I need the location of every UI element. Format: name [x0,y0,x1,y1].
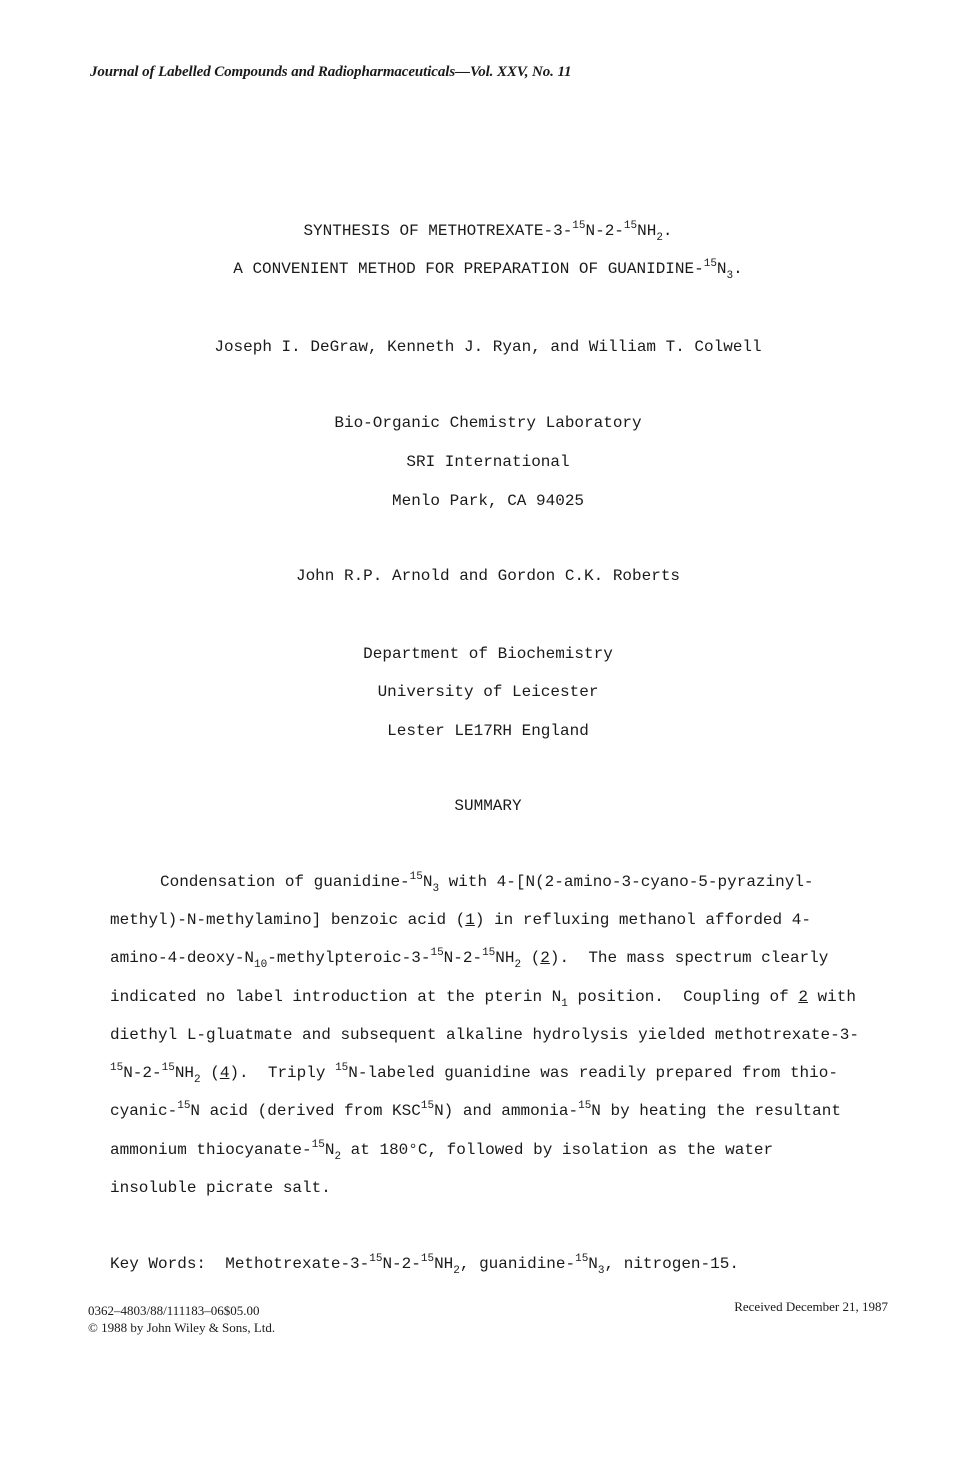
affiliation-1-line-1: Bio-Organic Chemistry Laboratory [334,414,642,432]
title-line-2: A CONVENIENT METHOD FOR PREPARATION OF GUANIDINE-$^{15}N_3$. [233,258,743,282]
summary-line-3: amino-$4-deoxy-N_{10}-methylpteroic-3-^{15}N-2-^{15}NH_2$ (2). The mass spectrum clearly [110,947,829,971]
summary-line-8: ammonium thiocyanate-$^{15}N_2$ at 180°C, followed by isolation as the water [110,1139,774,1163]
affiliation-2-line-2: University of Leicester [377,683,599,701]
authors-group-1: Joseph I. DeGraw, Kenneth J. Ryan, and William T. Colwell [214,338,762,356]
authors-group-2: John R.P. Arnold and Gordon C.K. Roberts [295,567,681,585]
title-line-1: SYNTHESIS OF METHOTREXATE-$3-^{15}N-2-^{15}NH_2$. [303,220,673,244]
affiliation-1-line-3: Menlo Park, CA 94025 [391,492,585,510]
footer-copyright: © 1988 by John Wiley & Sons, Ltd. [88,1320,276,1335]
summary-heading: SUMMARY [454,797,522,815]
footer-received-date: Received December 21, 1987 [734,1299,888,1314]
affiliation-2-line-1: Department of Biochemistry [363,645,613,663]
summary-line-4: indicated no label introduction at the pterin $N_1$ position. Coupling of 2 with [110,988,856,1010]
affiliation-1-line-2: SRI International [406,453,570,471]
key-words: Key Words: Methotrexate-$3-^{15}N-2-^{15}NH_2$, guanidine-$^{15}N_3$, nitrogen-15. [110,1253,739,1277]
summary-line-1: Condensation of guanidine-$^{15}N_3$ with 4-[N(2-amino-3-cyano-5-pyrazinyl- [160,871,814,895]
footer-code: 0362–4803/88/111183–06$05.00 [88,1303,260,1318]
summary-line-7: cyanic-$^{15}$N acid (derived from KSC$^{15}$N) and ammonia-$^{15}$N by heating the resultant [110,1100,841,1120]
summary-line-5: diethyl L-gluatmate and subsequent alkaline hydrolysis yielded methotrexate-3- [110,1026,859,1044]
summary-line-6: $^{15}N-2-^{15}NH_2$ (4). Triply $^{15}$N-labeled guanidine was readily prepared from thio- [110,1062,838,1086]
summary-line-2: methyl)-N-methylamino] benzoic acid (1) in refluxing methanol afforded 4- [110,911,811,929]
summary-line-9: insoluble picrate salt. [110,1179,331,1197]
journal-header: Journal of Labelled Compounds and Radiopharmaceuticals—Vol. XXV, No. 11 [90,64,572,80]
footer-publication-info [88,1302,275,1336]
affiliation-2-line-3: Lester LE17RH England [387,722,589,740]
